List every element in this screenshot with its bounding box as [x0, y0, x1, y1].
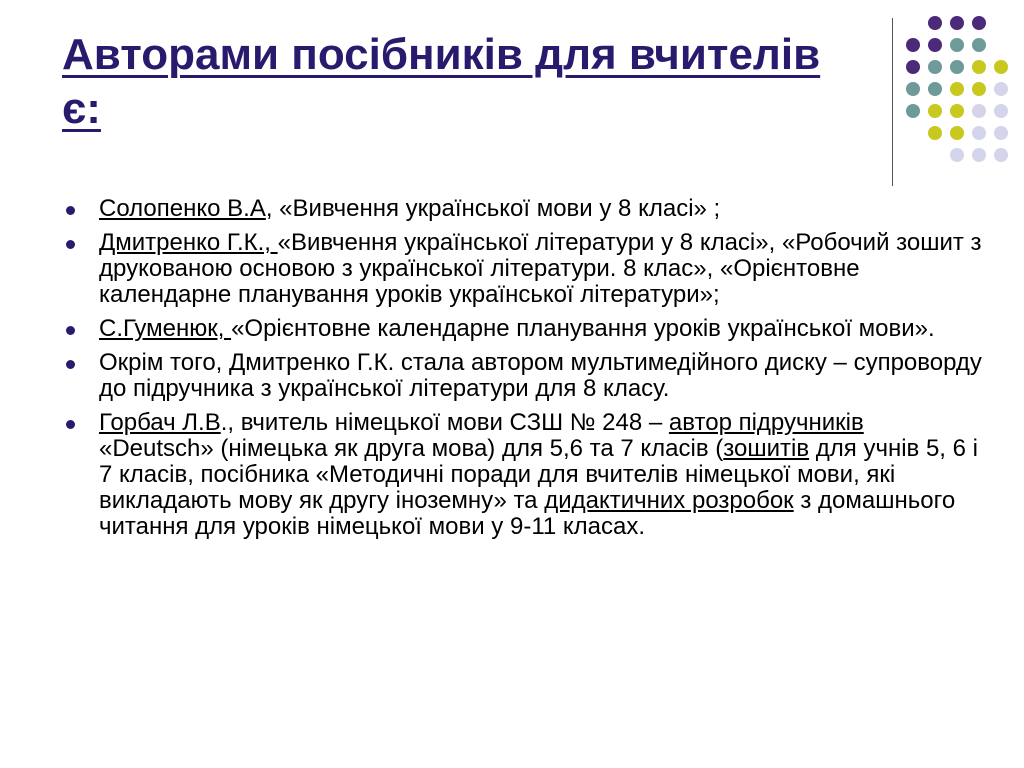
decor-dot: [950, 104, 964, 118]
decor-dot: [972, 148, 986, 162]
bullet-text: , «Вивчення української мови у 8 класі» ;: [265, 195, 721, 222]
decor-dot: [972, 126, 986, 140]
decor-dot: [972, 38, 986, 52]
bullet-dot-icon: [66, 240, 75, 249]
underlined-reference: автор підручників: [668, 409, 864, 436]
decor-dot: [950, 38, 964, 52]
decor-dot: [906, 104, 920, 118]
bullet-text: з домашнього читання для уроків німецької мови у 9-11 класах.: [99, 487, 956, 540]
decor-dot: [906, 82, 920, 96]
bullet-item: [62, 316, 982, 342]
decor-dot: [972, 60, 986, 74]
decor-dot: [950, 16, 964, 30]
bullet-dot-icon: [66, 206, 75, 215]
bullet-item: [62, 196, 982, 222]
underlined-reference: Горбач Л.В: [99, 409, 221, 436]
decor-dot: [906, 38, 920, 52]
decor-dot: [994, 148, 1008, 162]
bullet-item: [62, 350, 982, 402]
decor-dot: [928, 104, 942, 118]
decor-dot: [950, 60, 964, 74]
decor-dot: [972, 16, 986, 30]
decor-dot: [928, 82, 942, 96]
decor-dot: [972, 104, 986, 118]
dot-grid-decoration: [900, 12, 1020, 172]
decor-dot: [928, 60, 942, 74]
bullet-item: [62, 410, 982, 540]
bullet-text: для учнів 5, 6 і 7 класів, посібника «Методичні поради для вчителів німецької мови, які викладають мову як другу іноземну» та: [99, 435, 978, 514]
bullet-text: «Орієнтовне календарне планування уроків української мови».: [231, 315, 935, 342]
bullet-text: ., вчитель німецької мови СЗШ № 248 –: [220, 409, 669, 436]
bullet-text: Окрім того, Дмитренко Г.К. стала автором мультимедійного диску – супроворду до підручника з української літератури для 8 класу.: [99, 349, 982, 402]
bullet-dot-icon: [66, 326, 75, 335]
underlined-reference: С.Гуменюк,: [99, 315, 232, 342]
decor-dot: [928, 38, 942, 52]
decor-dot: [950, 82, 964, 96]
bullet-list: [62, 196, 982, 548]
bullet-item: [62, 230, 982, 308]
bullet-dot-icon: [66, 360, 75, 369]
decor-dot: [950, 126, 964, 140]
decor-dot: [994, 60, 1008, 74]
underlined-reference: Дмитренко Г.К.,: [99, 229, 278, 256]
decor-dot: [994, 104, 1008, 118]
bullet-text: «Deutsch» (німецька як друга мова) для 5,6 та 7 класів (: [99, 435, 724, 462]
decor-dot: [928, 126, 942, 140]
decor-dot: [994, 82, 1008, 96]
decor-dot: [994, 126, 1008, 140]
underlined-reference: Солопенко В.А: [99, 195, 266, 222]
title-divider: [892, 18, 893, 186]
underlined-reference: дидактичних розробок: [544, 487, 794, 514]
bullet-dot-icon: [66, 420, 75, 429]
underlined-reference: зошитів: [723, 435, 810, 462]
decor-dot: [950, 148, 964, 162]
decor-dot: [906, 60, 920, 74]
decor-dot: [928, 16, 942, 30]
slide-title: Авторами посібників для вчителів є:: [62, 30, 821, 133]
bullet-text: «Вивчення української літератури у 8 класі», «Робочий зошит з друкованою основою з української літератури. 8 клас», «Орієнтовне календарне планування уроків української літератури»;: [99, 229, 982, 308]
decor-dot: [972, 82, 986, 96]
